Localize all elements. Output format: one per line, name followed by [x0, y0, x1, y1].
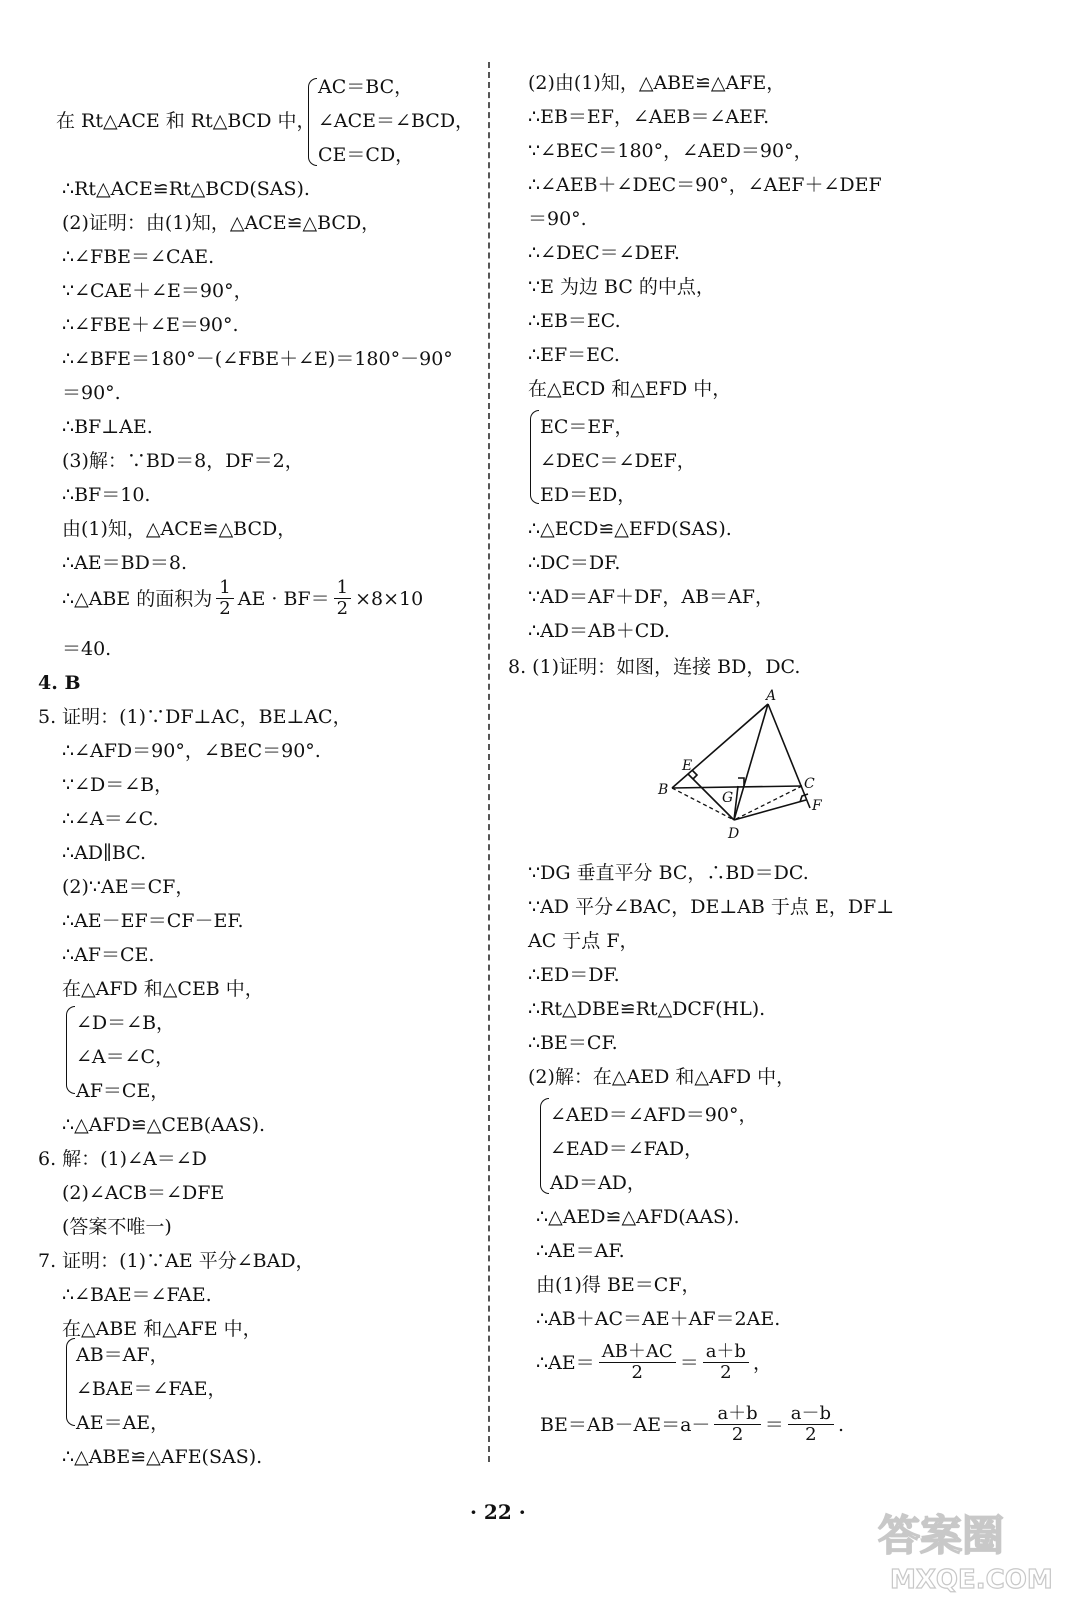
text-line: ∴EB＝EC.: [528, 310, 621, 332]
text-line: ∵AD＝AF＋DF，AB＝AF，: [528, 586, 774, 608]
text-line: ∴∠AFD＝90°，∠BEC＝90°.: [62, 740, 321, 762]
text-line: ∴∠BFE＝180°－(∠FBE＋∠E)＝180°－90°: [62, 348, 453, 370]
text-line: CE＝CD，: [318, 144, 415, 166]
text-line: ∴∠A＝∠C.: [62, 808, 159, 830]
text-line: ＝40.: [62, 638, 112, 660]
text-line: (2)由(1)知，△ABE≌△AFE，: [528, 72, 786, 94]
dashed-cd: [734, 786, 802, 820]
text-line: ∠EAD＝∠FAD，: [550, 1138, 704, 1160]
text-line: (2)解：在△AED 和△AFD 中，: [528, 1066, 796, 1088]
text-line: ∠D＝∠B，: [76, 1012, 176, 1034]
brace: [530, 410, 539, 504]
text-line: 由(1)知，△ACE≌△BCD，: [62, 518, 297, 540]
text-line: ∴EB＝EF，∠AEB＝∠AEF.: [528, 106, 770, 128]
text-line: ∴∠BAE＝∠FAE.: [62, 1284, 212, 1306]
text-line: ∴∠FBE＋∠E＝90°.: [62, 314, 239, 336]
text-line: ∠AED＝∠AFD＝90°，: [550, 1104, 758, 1126]
fraction-denominator: 2: [805, 1424, 817, 1445]
fraction-denominator: 2: [731, 1424, 744, 1445]
label-b: B: [658, 782, 669, 798]
fraction-numerator: a＋b: [714, 1404, 760, 1425]
text-line: EC＝EF，: [540, 416, 634, 438]
fraction-numerator: 1: [334, 578, 351, 599]
page-number: · 22 ·: [470, 1500, 526, 1524]
label-e: E: [682, 758, 693, 774]
fraction: [216, 578, 233, 619]
right-angle-g: [738, 778, 744, 786]
fraction: [334, 578, 351, 619]
text-segment: ＝: [679, 1351, 699, 1374]
question-line: 7. 证明：(1)∵AE 平分∠BAD，: [38, 1250, 315, 1272]
text-line: AD＝AD，: [550, 1172, 646, 1194]
fraction-denominator: 2: [720, 1362, 732, 1383]
text-segment: ＝: [764, 1413, 784, 1436]
text-segment: AE · BF＝: [237, 587, 330, 610]
text-line: AB＝AF，: [76, 1344, 169, 1366]
text-segment: ×8×10: [355, 587, 424, 610]
text-line: ∵∠CAE＋∠E＝90°，: [62, 280, 253, 302]
text-line: 在 Rt△ACE 和 Rt△BCD 中，: [56, 110, 316, 132]
text-line: ∵DG 垂直平分 BC，∴BD＝DC.: [528, 862, 809, 884]
fraction: [714, 1404, 760, 1445]
text-line: ∴∠AEB＋∠DEC＝90°，∠AEF＋∠DEF: [528, 174, 882, 196]
text-line: (2)∠ACB＝∠DFE: [62, 1182, 225, 1204]
text-line: ∴DC＝DF.: [528, 552, 621, 574]
question-line: 5. 证明：(1)∵DF⊥AC，BE⊥AC，: [38, 706, 352, 728]
fraction-numerator: a＋b: [703, 1342, 749, 1363]
watermark-url: MXQE.COM: [890, 1565, 1053, 1595]
fraction-denominator: 2: [631, 1362, 643, 1383]
text-line: (2)证明：由(1)知，△ACE≌△BCD，: [62, 212, 381, 234]
text-line: ∴ED＝DF.: [528, 964, 620, 986]
text-segment: .: [837, 1413, 845, 1436]
geometry-figure: [650, 688, 830, 848]
text-line: 由(1)得 BE＝CF，: [536, 1274, 701, 1296]
text-line: ED＝ED，: [540, 484, 637, 506]
text-segment: BE＝AB－AE＝a－: [540, 1413, 711, 1436]
text-line: ∴△ABE≌△AFE(SAS).: [62, 1446, 263, 1468]
question-number: 4. B: [38, 672, 81, 694]
text-line: AF＝CE，: [76, 1080, 170, 1102]
text-line: ∴△ECD≌△EFD(SAS).: [528, 518, 732, 540]
area-formula-line: [62, 578, 423, 619]
segment-df: [734, 800, 806, 820]
text-line: (3)解：∵BD＝8，DF＝2，: [62, 450, 304, 472]
be-formula-line: [540, 1404, 844, 1445]
column-divider: [488, 62, 490, 1462]
watermark-logo: [870, 1500, 1060, 1600]
text-line: 在△ECD 和△EFD 中，: [528, 378, 732, 400]
text-line: ∴△AFD≌△CEB(AAS).: [62, 1114, 266, 1136]
label-c: C: [804, 776, 815, 792]
brace: [540, 1098, 549, 1194]
text-line: ＝90°.: [528, 208, 587, 230]
text-line: ∠DEC＝∠DEF，: [540, 450, 696, 472]
segment-ab: [672, 704, 768, 788]
fraction-denominator: 2: [219, 598, 231, 619]
text-line: (2)∵AE＝CF，: [62, 876, 195, 898]
label-g: G: [722, 790, 734, 806]
fraction: [788, 1404, 834, 1445]
fraction-numerator: a－b: [788, 1404, 834, 1425]
text-line: ∴AD∥BC.: [62, 842, 147, 864]
fraction: [599, 1342, 676, 1383]
text-line: ∠BAE＝∠FAE，: [76, 1378, 227, 1400]
label-f: F: [812, 798, 822, 814]
text-line: ∵AD 平分∠BAC，DE⊥AB 于点 E，DF⊥: [528, 896, 895, 918]
text-line: AC＝BC，: [318, 76, 414, 98]
text-line: ∴AF＝CE.: [62, 944, 155, 966]
brace: [66, 1338, 75, 1426]
text-line: ∴AE＝AF.: [536, 1240, 625, 1262]
text-line: 在△AFD 和△CEB 中，: [62, 978, 264, 1000]
text-line: (答案不唯一): [62, 1216, 172, 1238]
text-line: ∠ACE＝∠BCD，: [318, 110, 475, 132]
brace: [66, 1006, 75, 1094]
ae-formula-line: [536, 1342, 772, 1383]
text-line: ∴∠DEC＝∠DEF.: [528, 242, 680, 264]
text-line: ∴AE－EF＝CF－EF.: [62, 910, 244, 932]
text-line: ∴EF＝EC.: [528, 344, 620, 366]
text-line: 在△ABE 和△AFE 中，: [62, 1318, 262, 1340]
segment-ad: [734, 704, 768, 820]
text-line: ∴△AED≌△AFD(AAS).: [536, 1206, 740, 1228]
text-line: ∠A＝∠C，: [76, 1046, 175, 1068]
fraction-numerator: AB＋AC: [599, 1342, 676, 1363]
text-line: ∵∠BEC＝180°，∠AED＝90°，: [528, 140, 813, 162]
text-line: ∵E 为边 BC 的中点，: [528, 276, 715, 298]
text-line: ＝90°.: [62, 382, 121, 404]
brace: [308, 78, 317, 166]
text-line: ∴AD＝AB＋CD.: [528, 620, 670, 642]
fraction: [703, 1342, 749, 1383]
text-line: ∴Rt△DBE≌Rt△DCF(HL).: [528, 998, 766, 1020]
text-segment: ∴△ABE 的面积为: [62, 587, 213, 610]
text-line: AC 于点 F，: [528, 930, 639, 952]
text-segment: ，: [752, 1351, 772, 1374]
watermark-title: 答案圈: [878, 1511, 1005, 1560]
label-a: A: [766, 688, 777, 704]
text-line: ∴AE＝BD＝8.: [62, 552, 188, 574]
text-line: ∴BF＝10.: [62, 484, 151, 506]
question-line: 6. 解：(1)∠A＝∠D: [38, 1148, 207, 1170]
question-line: 8. (1)证明：如图，连接 BD，DC.: [508, 656, 801, 678]
label-d: D: [728, 826, 740, 842]
text-line: ∴AB＋AC＝AE＋AF＝2AE.: [536, 1308, 781, 1330]
text-segment: ∴AE＝: [536, 1351, 595, 1374]
text-line: ∴BF⊥AE.: [62, 416, 153, 438]
text-line: AE＝AE，: [76, 1412, 170, 1434]
text-line: ∵∠D＝∠B，: [62, 774, 174, 796]
fraction-denominator: 2: [336, 598, 349, 619]
text-line: ∴Rt△ACE≌Rt△BCD(SAS).: [62, 178, 310, 200]
text-line: ∴BE＝CF.: [528, 1032, 618, 1054]
text-line: ∴∠FBE＝∠CAE.: [62, 246, 215, 268]
fraction-numerator: 1: [216, 578, 233, 599]
